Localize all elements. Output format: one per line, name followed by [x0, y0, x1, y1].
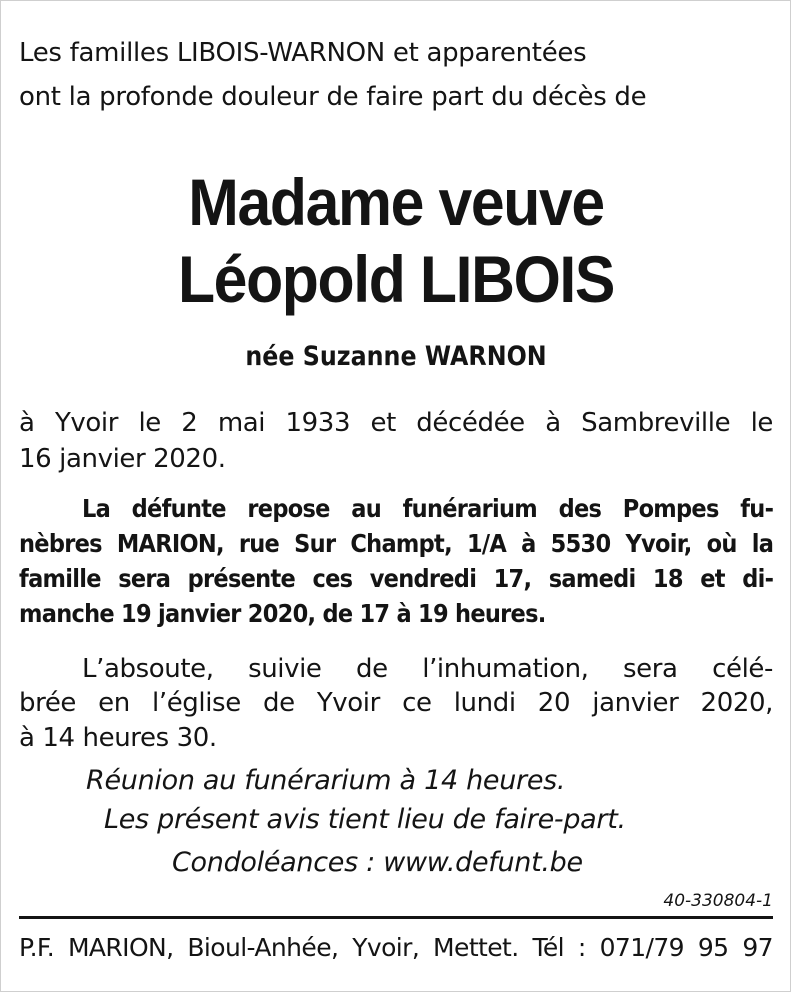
ceremony-line-1: L’absoute, suivie de l’inhumation, sera célé-	[82, 654, 773, 684]
viewing-line-1: La défunte repose au funérarium des Pompes fu-	[82, 494, 774, 523]
reference-number: 40-330804-1	[663, 891, 773, 911]
viewing-line-3: famille sera présente ces vendredi 17, samedi 18 et di-	[19, 564, 774, 593]
footer-divider	[19, 916, 773, 919]
ceremony-line-2: brée en l’église de Yvoir ce lundi 20 janvier 2020,	[19, 688, 773, 718]
deceased-name-line-1: Madame veuve	[188, 165, 604, 239]
notice-text: Les présent avis tient lieu de faire-part.	[104, 804, 626, 835]
funeral-home-contact: P.F. MARION, Bioul-Anhée, Yvoir, Mettet. Tél : 071/79 95 97	[19, 933, 773, 962]
viewing-line-4: manche 19 janvier 2020, de 17 à 19 heures.	[19, 599, 546, 628]
deceased-name-line-2: Léopold LIBOIS	[177, 242, 615, 316]
intro-line-1: Les familles LIBOIS-WARNON et apparentées	[19, 38, 587, 68]
intro-line-2: ont la profonde douleur de faire part du décès de	[19, 82, 647, 112]
reunion-text: Réunion au funérarium à 14 heures.	[86, 765, 566, 796]
condolences-text: Condoléances : www.defunt.be	[172, 847, 583, 878]
birth-death-line-2: 16 janvier 2020.	[19, 444, 226, 474]
ceremony-line-3: à 14 heures 30.	[19, 723, 217, 753]
maiden-name: née Suzanne WARNON	[245, 341, 547, 372]
viewing-line-2: nèbres MARION, rue Sur Champt, 1/A à 5530 Yvoir, où la	[19, 529, 774, 558]
birth-death-line-1: à Yvoir le 2 mai 1933 et décédée à Sambreville le	[19, 408, 773, 438]
